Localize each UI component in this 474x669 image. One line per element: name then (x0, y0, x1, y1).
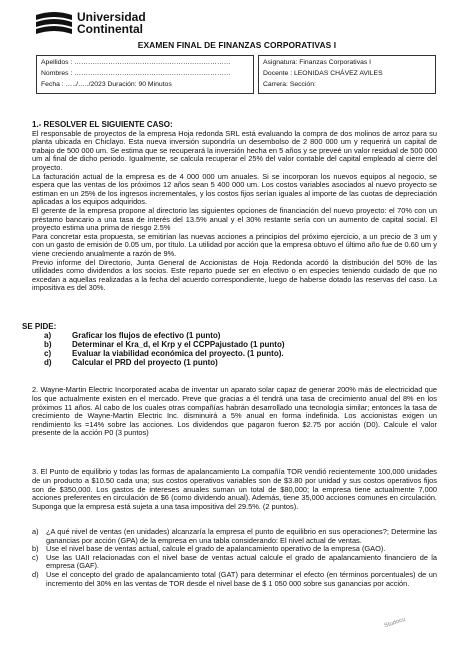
subquestion-list (32, 528, 437, 588)
exam-title: EXAMEN FINAL DE FINANZAS CORPORATIVAS I (137, 40, 337, 50)
subquestion-item (32, 571, 437, 588)
subquestion-text: Use las UAII relacionadas con el nivel base de ventas actual calcule el grado de apalancamiento financiero de la empresa (GAF). (46, 552, 437, 571)
question-item (44, 358, 424, 367)
question-list (44, 331, 424, 367)
section1-paragraph: Previo informe del Directorio, Junta General de Accionistas de Hoja Redonda acordó la distribución del 50% de las utilidades como dividendos a los socios. Este reparto puede ser en efectivo o en especies teniendo cuidado de que no excedan a aquellas realizadas a la fecha del acuerdo correspondiente, luego de haberse dotado las reservas del caso. La impositiva es del 30%. (32, 257, 437, 293)
apellidos-field[interactable]: Apellidos : …………………………………………………………… (41, 59, 231, 66)
asignatura-label: Asignatura: Finanzas Corporativas I (263, 59, 372, 66)
section2-text: 2. Wayne-Martin Electric Incorporated acaba de inventar un aparato solar capaz de generar 200% más de electricidad que los que actualmente existen en el mercado. Preve que gracias a él tendrá una tasa de crecimiento anual del 8% en los próximos 11 años. Al cabo de los cuales otras compañías habrán desarrollado una tecnología similar; entonces la tasa de crecimiento de Wayne-Martin Electric Inc. disminuirá a 5% anual en forma indefinida. Los accionistas exigen un rendimiento ks =14% sobre las acciones. Los dividendos que pagaron fueron $2.75 por acción (D0). Calcule el valor presente de la acción P0 (3 puntos) (32, 385, 437, 438)
subquestion-item (32, 528, 437, 545)
question-text: Calcular el PRD del proyecto (1 punto) (72, 358, 218, 367)
university-logo (34, 9, 144, 43)
nombres-field[interactable]: Nombres : …………………………………………………………… (41, 70, 231, 77)
logo-mark-icon (34, 11, 74, 37)
section1-paragraph: Para concretar esta propuesta, se emitirían las nuevas acciones a principios del próximo ejercicio, a un precio de 3 um y con un gasto de emisión de 0.05 um, por título. La utilidad por acción que la empresa obtuvo el último año fue de 0.60 um y viene creciendo anualmente a razón de 9%. (32, 231, 437, 258)
subquestion-text: ¿A qué nivel de ventas (en unidades) alcanzaría la empresa el punto de equilibrio en sus operaciones?; Determine las ganancias por acción (GPA) de la empresa en una tabla considerando: El nivel actual de ventas. (46, 527, 437, 545)
section1-paragraph: El responsable de proyectos de la empresa Hoja redonda SRL está evaluando la compra de dos molinos de arroz para su planta ubicada en Chiclayo. Esta nueva inversión supondría un desembolso de 2 800 000 um y requerirá un capital de trabajo de 500 000 um. Se estima que se recuperará la inversión hecha en 5 años y se preveé un valor residual de 500 000 um al final de dicho periodo. Igualmente, se calcula recuperar el 25% del valor contable del capital empleado al cierre del proyecto. (32, 128, 437, 172)
student-info-box (36, 55, 254, 94)
subquestion-letter: b) (32, 544, 39, 554)
fecha-field[interactable]: Fecha : …../…../2023 Duración: 90 Minutos (41, 81, 172, 88)
question-letter: c) (44, 349, 52, 358)
question-text: Graficar los flujos de efectivo (1 punto) (72, 331, 221, 340)
question-item (44, 340, 424, 349)
course-info-box (258, 55, 436, 94)
question-letter: b) (44, 340, 52, 349)
question-text: Evaluar la viabilidad económica del proyecto. (1 punto). (72, 349, 284, 358)
se-pide-heading: SE PIDE: (22, 322, 57, 331)
subquestion-letter: a) (32, 527, 39, 536)
logo-line2: Continental (77, 22, 143, 36)
carrera-seccion-field[interactable]: Carrera: Sección: (263, 81, 316, 88)
question-item (44, 349, 424, 358)
section1-heading: 1.- RESOLVER EL SIGUIENTE CASO: (32, 120, 173, 129)
subquestion-text: Use el concepto del grado de apalancamiento total (GAT) para determinar el efecto (en términos porcentuales) de un incremento del 30% en las ventas de TOR desde el nivel base de $ 1 050 000 sobre sus ganancias por acción. (46, 569, 437, 588)
logo-line1: Universidad (77, 10, 146, 24)
docente-label: Docente : LEONIDAS CHÁVEZ AVILES (263, 70, 383, 77)
subquestion-letter: c) (32, 552, 39, 562)
question-letter: d) (44, 358, 52, 367)
subquestion-text: Use el nivel base de ventas actual, calcule el grado de apalancamiento operativo de la empresa (GAO). (46, 544, 386, 554)
section1 (32, 121, 437, 293)
section2 (32, 379, 437, 445)
section3-text: 3. El Punto de equilibrio y todas las formas de apalancamiento La compañía TOR vendió recientemente 100,000 unidades de un producto a $10.50 cada una; sus costos operativos variables son de $3.80 por unidad y sus costos operativos fijos son de $350,000. Los gastos de intereses anuales suman un total de $80,000; la empresa tiene actualmente 7,000 acciones preferentes en circulación de $6 (como dividendo anual). Además, tiene 35,000 acciones comunes en circulación. Suponga que la empresa está sujeta a una tasa impositiva del 29.5%. (2 puntos). (32, 467, 437, 511)
question-text: Determinar el Kra_d, el Krp y el CCPPajustado (1 punto) (72, 340, 285, 349)
question-letter: a) (44, 331, 52, 340)
watermark: Studocu (383, 616, 407, 630)
section1-paragraph: El gerente de la empresa propone al directorio las siguientes opciones de financiación del nuevo proyecto: el 70% con un préstamo bancario a una tasa de interés del 13.5% anual y el 30% restante sería con un aumento de capital social. El proyecto estima una prima de riesgo 2.5% (32, 205, 437, 233)
subquestion-item (32, 554, 437, 571)
section1-paragraph: La facturación actual de la empresa es de 4 000 000 um anuales. Si se incorporan los nuevos equipos al negocio, se espera que las ventas de los próximos 12 años sean 5 400 000 um. Los costos variables asociados al nuevo proyecto se estiman en un 25% de los ingresos incrementales, y los costos fijos serían iguales al importe de las cuotas de depreciación aplicadas a los equipos adquiridos. (32, 171, 437, 207)
logo-text (77, 11, 146, 35)
subquestion-letter: d) (32, 569, 39, 579)
section3 (32, 461, 437, 519)
question-item (44, 331, 424, 340)
